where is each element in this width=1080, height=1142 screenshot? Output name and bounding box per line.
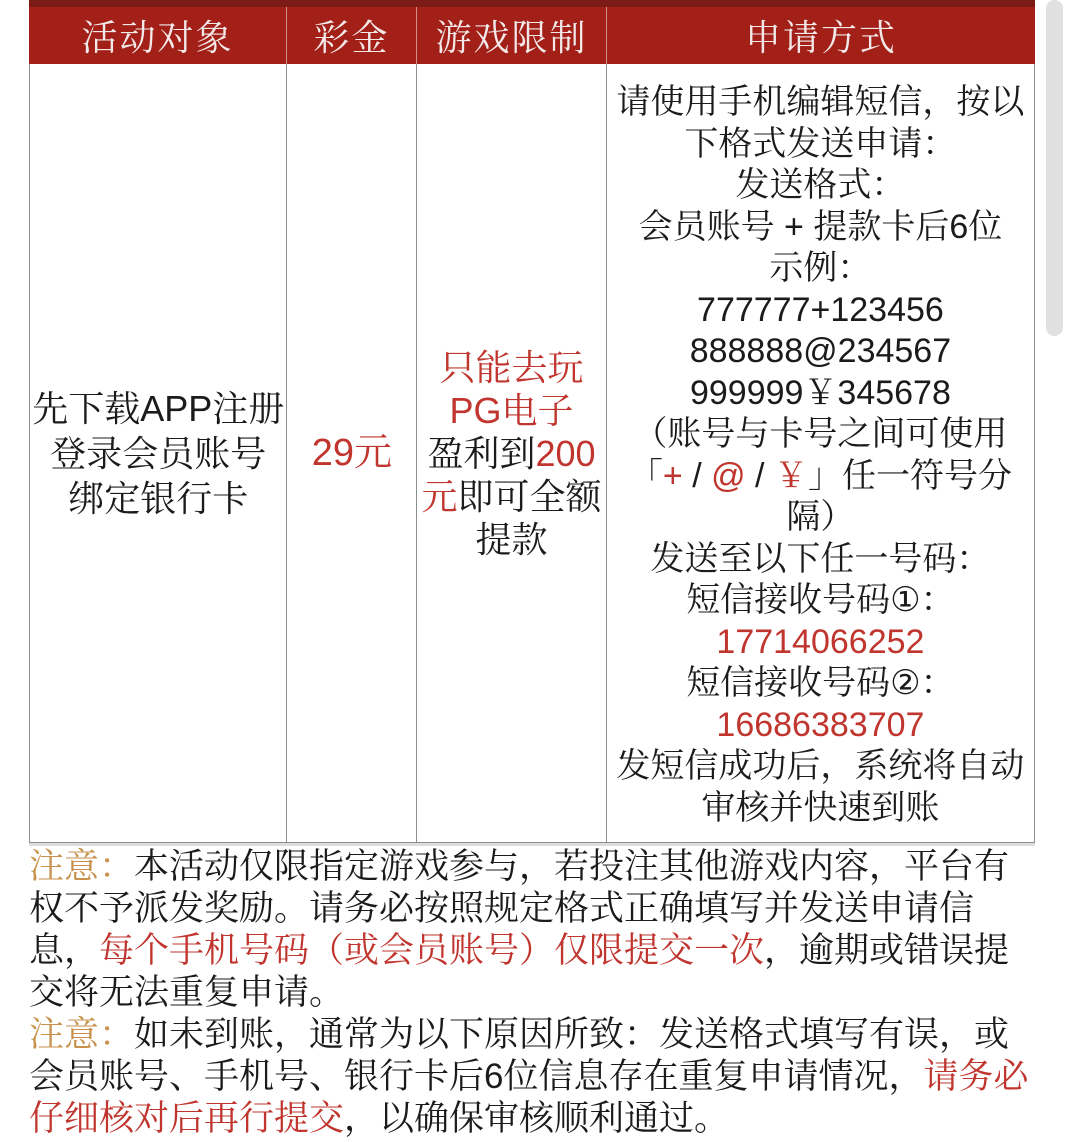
cell-application-method: 请使用手机编辑短信，按以 下格式发送申请： 发送格式： 会员账号 + 提款卡后6位 示例： 777777+123456 888888@234567 999999￥345678 （账号与卡号之间可使用 「+ / @ / ￥」任一符号分 隔） 发送至以下任一号码： 短信接收号码①： 17714066252 短信接收号码②： 16686383707 发短信成功后，系统将自动 审核并快速到账 <box>616 83 1025 827</box>
table-top-border <box>29 0 1035 7</box>
table-body-row <box>29 64 1035 843</box>
notices-section <box>29 846 1039 1140</box>
header-label: 游戏限制 <box>435 17 588 58</box>
header-application-method <box>607 7 1035 64</box>
promo-table <box>29 0 1035 846</box>
scrollbar-thumb[interactable] <box>1046 0 1063 336</box>
notice-paragraph-1: 注意：本活动仅限指定游戏参与，若投注其他游戏内容，平台有权不予派发奖励。请务必按照规定格式正确填写并发送申请信息，每个手机号码（或会员账号）仅限提交一次，逾期或错误提交将无法重复申请。 <box>29 847 1010 1012</box>
header-label: 彩金 <box>313 17 390 58</box>
header-activity-target <box>29 7 287 64</box>
cell-activity-target: 先下载APP注册 登录会员账号 绑定银行卡 <box>30 64 287 842</box>
header-game-restriction <box>417 7 607 64</box>
header-label: 活动对象 <box>81 17 234 58</box>
header-bonus <box>287 7 417 64</box>
cell-bonus: 29元 <box>287 64 417 842</box>
table-header-row <box>29 7 1035 64</box>
notice-paragraph-2: 注意：如未到账，通常为以下原因所致：发送格式填写有误，或会员账号、手机号、银行卡后6位信息存在重复申请情况，请务必仔细核对后再行提交，以确保审核顺利通过。 <box>29 1015 1029 1138</box>
cell-game-restriction: 只能去玩 PG电子 盈利到200 元即可全额 提款 <box>417 64 607 842</box>
header-label: 申请方式 <box>744 17 897 58</box>
